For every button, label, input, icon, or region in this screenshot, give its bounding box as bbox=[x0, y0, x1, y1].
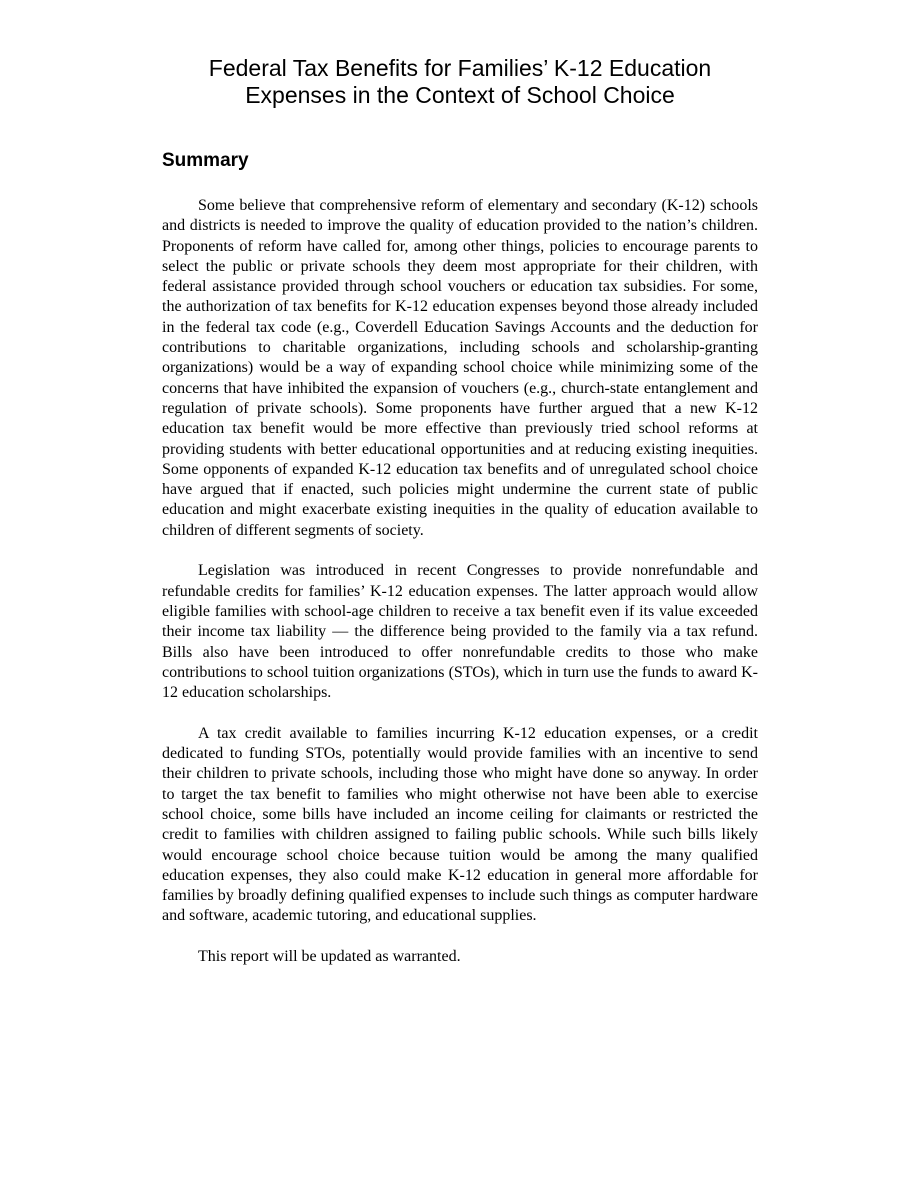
document-title-line-2: Expenses in the Context of School Choice bbox=[245, 82, 675, 108]
document-page bbox=[162, 55, 758, 988]
document-title bbox=[162, 55, 758, 109]
summary-body bbox=[162, 196, 758, 967]
summary-paragraph-3: A tax credit available to families incurring K-12 education expenses, or a credit dedicated to funding STOs, potentially would provide families with an incentive to send their children to private schools, including those who might have done so anyway. In order to target the tax benefit to families who might otherwise not have been able to exercise school choice, some bills have included an income ceiling for claimants or restricted the credit to families with children assigned to failing public schools. While such bills likely would encourage school choice because tuition would be among the many qualified education expenses, they also could make K-12 education in general more affordable for families by broadly defining qualified expenses to include such things as computer hardware and software, academic tutoring, and educational supplies. bbox=[162, 724, 758, 925]
section-heading-summary: Summary bbox=[162, 150, 249, 171]
summary-paragraph-4: This report will be updated as warranted. bbox=[198, 947, 461, 965]
document-title-line-1: Federal Tax Benefits for Families’ K-12 Education bbox=[208, 55, 712, 81]
summary-paragraph-1: Some believe that comprehensive reform of elementary and secondary (K-12) schools and districts is needed to improve the quality of education provided to the nation’s children. Proponents of reform have called for, among other things, policies to encourage parents to select the public or private schools they deem most appropriate for their children, with federal assistance provided through school vouchers or education tax subsidies. For some, the authorization of tax benefits for K-12 education expenses beyond those already included in the federal tax code (e.g., Coverdell Education Savings Accounts and the deduction for contributions to charitable organizations, including schools and scholarship-granting organizations) would be a way of expanding school choice while minimizing some of the concerns that have inhibited the expansion of vouchers (e.g., church-state entanglement and regulation of private schools). Some proponents have further argued that a new K-12 education tax benefit would be more effective than previously tried school reforms at providing students with better educational opportunities and at reducing existing inequities. Some opponents of expanded K-12 education tax benefits and of unregulated school choice have argued that if enacted, such policies might undermine the current state of public education and might exacerbate existing inequities in the quality of education available to children of different segments of society. bbox=[162, 197, 758, 539]
summary-paragraph-2: Legislation was introduced in recent Congresses to provide nonrefundable and refundable credits for families’ K-12 education expenses. The latter approach would allow eligible families with school-age children to receive a tax benefit even if its value exceeded their income tax liability — the difference being provided to the family via a tax refund. Bills also have been introduced to offer nonrefundable credits to those who make contributions to school tuition organizations (STOs), which in turn use the funds to award K-12 education scholarships. bbox=[162, 562, 758, 702]
